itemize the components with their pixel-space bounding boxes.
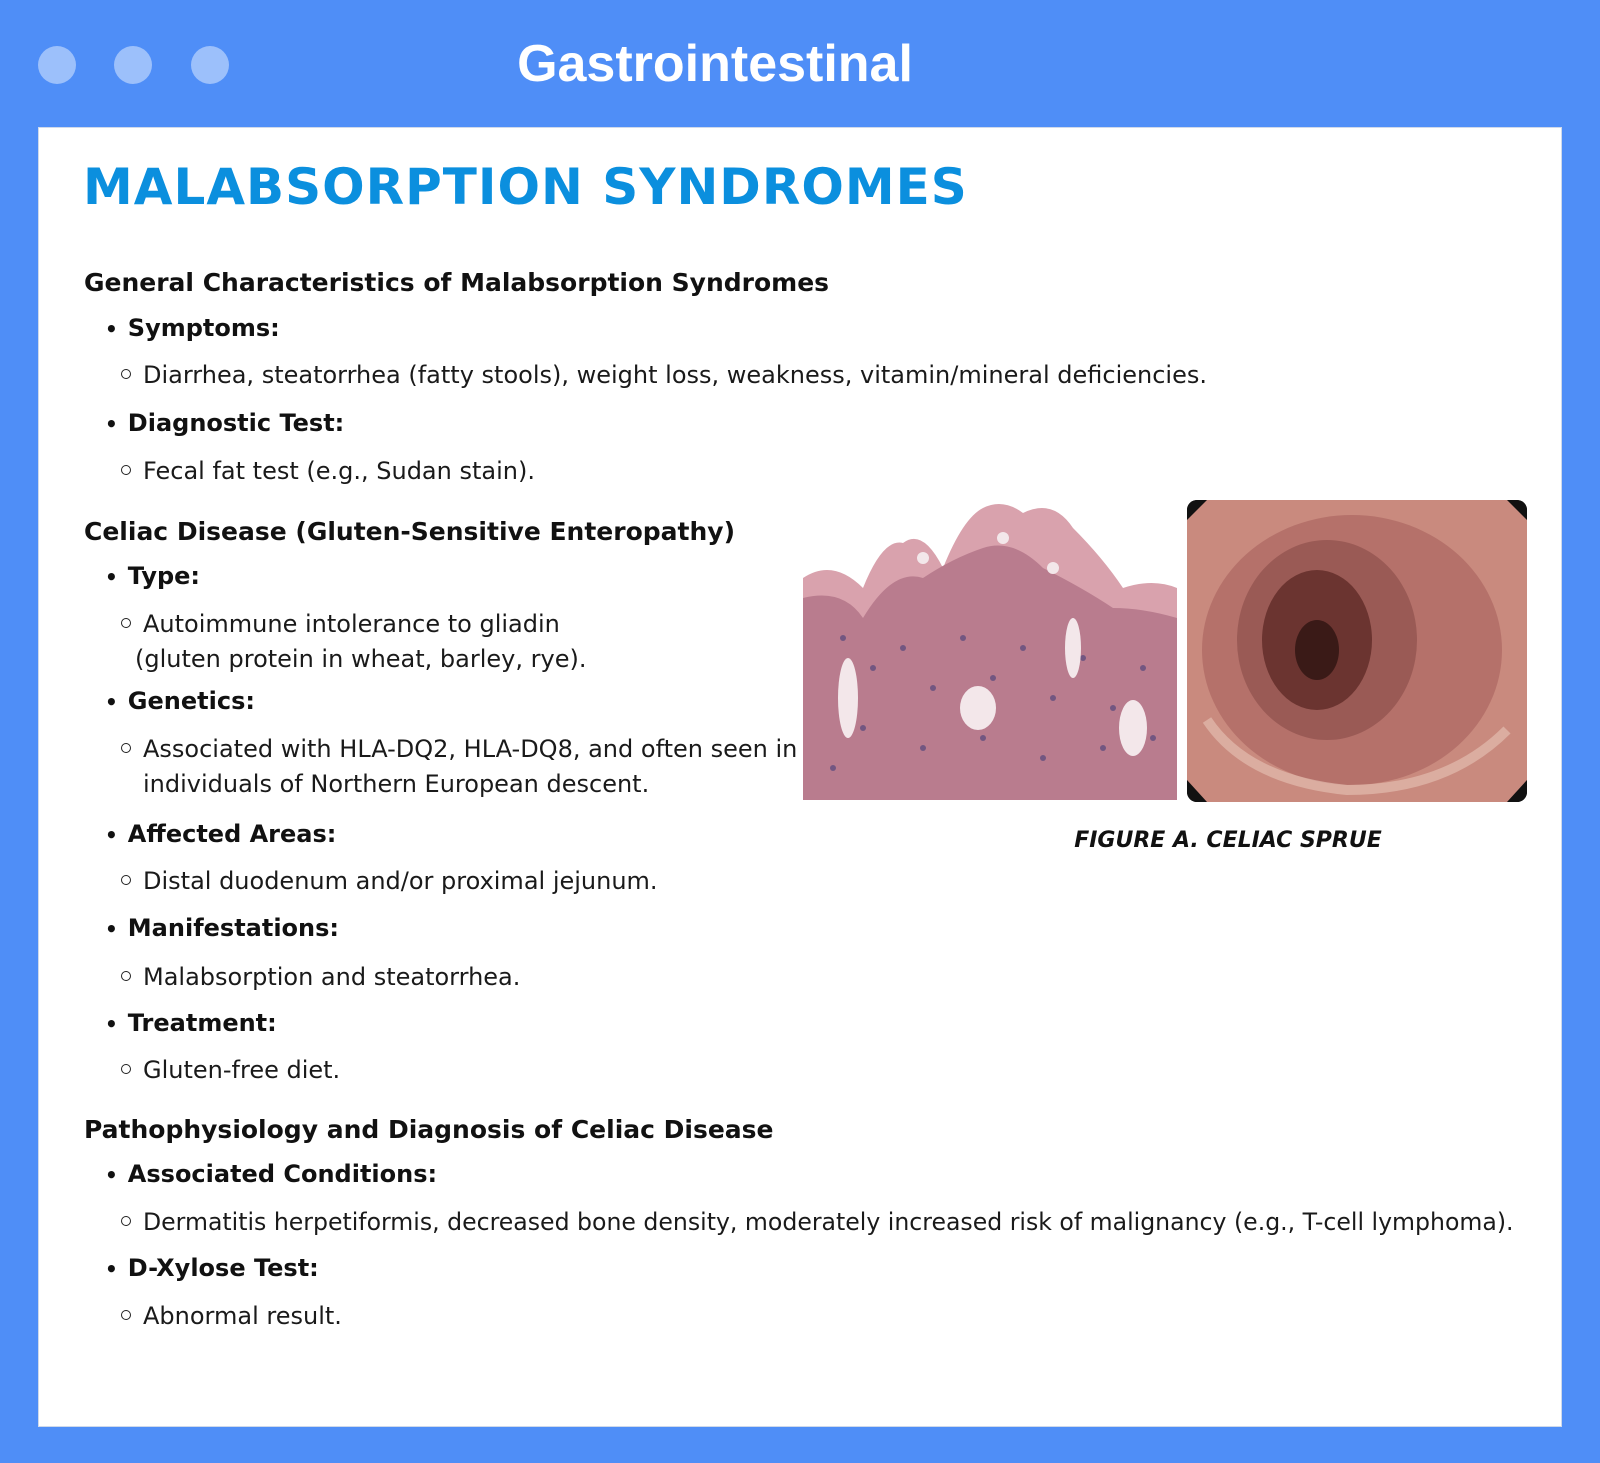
window-title: Gastrointestinal xyxy=(517,35,913,93)
item-label-associated-conditions: • Associated Conditions: xyxy=(105,1160,438,1188)
title-bar xyxy=(0,0,1600,127)
histology-image xyxy=(803,498,1177,800)
circle-bullet-icon xyxy=(121,1310,131,1320)
item-detail-affected-areas: Distal duodenum and/or proximal jejunum. xyxy=(121,864,658,899)
item-detail-diagnostic-test: Fecal fat test (e.g., Sudan stain). xyxy=(121,454,535,489)
item-label-manifestations: • Manifestations: xyxy=(105,914,340,942)
section-heading-general: General Characteristics of Malabsorption Syndromes xyxy=(84,268,830,297)
circle-bullet-icon xyxy=(121,465,131,475)
circle-bullet-icon xyxy=(121,1064,131,1074)
item-label-symptoms: • Symptoms: xyxy=(105,314,280,342)
item-label-treatment: • Treatment: xyxy=(105,1009,277,1037)
section-heading-celiac: Celiac Disease (Gluten-Sensitive Enteropathy) xyxy=(84,517,736,546)
item-label-diagnostic-test: • Diagnostic Test: xyxy=(105,409,345,437)
item-detail-type: Autoimmune intolerance to gliadin (gluten protein in wheat, barley, rye). xyxy=(121,607,586,677)
figure-caption: FIGURE A. CELIAC SPRUE xyxy=(1074,828,1382,853)
item-detail-manifestations: Malabsorption and steatorrhea. xyxy=(121,960,520,995)
circle-bullet-icon xyxy=(121,971,131,981)
circle-bullet-icon xyxy=(121,1216,131,1226)
page-title: MALABSORPTION SYNDROMES xyxy=(83,158,968,216)
item-detail-treatment: Gluten-free diet. xyxy=(121,1053,340,1088)
circle-bullet-icon xyxy=(121,369,131,379)
circle-bullet-icon xyxy=(121,743,131,753)
item-detail-associated-conditions: Dermatitis herpetiformis, decreased bone density, moderately increased risk of malignancy (e.g., T-cell lymphoma). xyxy=(121,1205,1514,1240)
figure-celiac-sprue xyxy=(803,498,1523,853)
circle-bullet-icon xyxy=(121,875,131,885)
item-label-type: • Type: xyxy=(105,562,201,590)
section-heading-pathophysiology: Pathophysiology and Diagnosis of Celiac Disease xyxy=(84,1115,774,1144)
circle-bullet-icon xyxy=(121,618,131,628)
item-detail-d-xylose-test: Abnormal result. xyxy=(121,1299,342,1334)
content-panel xyxy=(38,127,1562,1427)
item-label-affected-areas: • Affected Areas: xyxy=(105,820,337,848)
item-label-genetics: • Genetics: xyxy=(105,687,255,715)
item-detail-genetics: Associated with HLA-DQ2, HLA-DQ8, and often seen in individuals of Northern European descent. xyxy=(121,732,797,802)
item-detail-symptoms: Diarrhea, steatorrhea (fatty stools), weight loss, weakness, vitamin/mineral deficiencies. xyxy=(121,358,1207,393)
item-label-d-xylose-test: • D-Xylose Test: xyxy=(105,1254,319,1282)
endoscopy-image xyxy=(1187,500,1527,802)
